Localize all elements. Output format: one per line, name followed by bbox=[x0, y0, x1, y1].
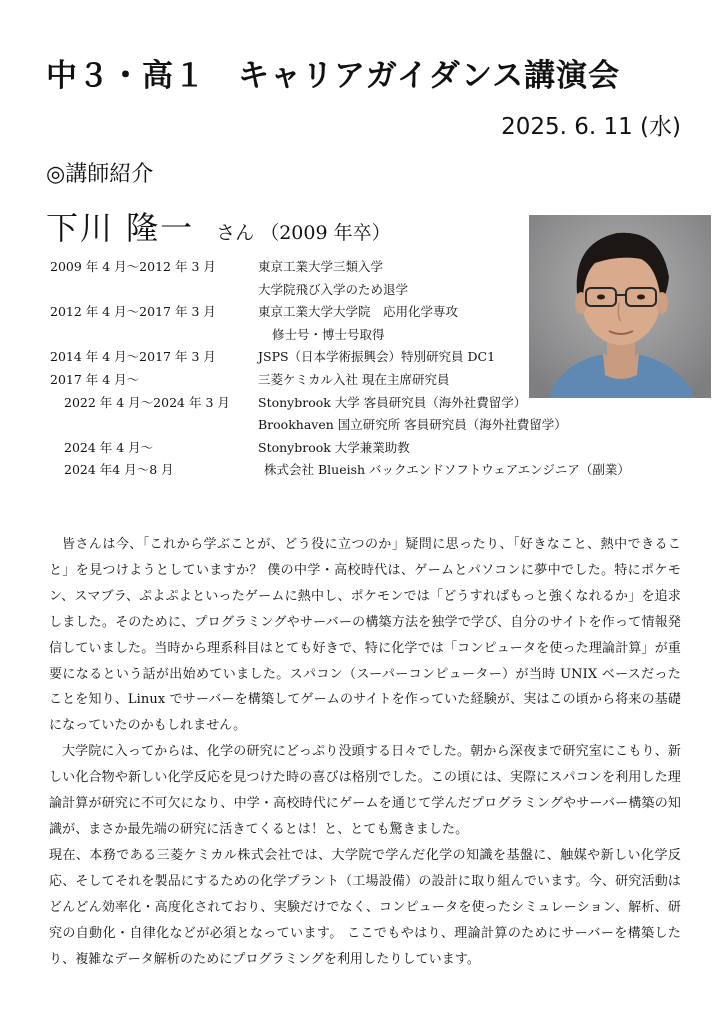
career-desc: Brookhaven 国立研究所 客員研究員（海外社費留学） bbox=[258, 417, 567, 433]
career-row bbox=[0, 256, 725, 279]
section-heading: ◎講師紹介 bbox=[46, 162, 154, 187]
career-date: 2012 年 4 月～2017 年 3 月 bbox=[50, 304, 216, 320]
career-date: 2014 年 4 月～2017 年 3 月 bbox=[50, 349, 216, 365]
career-row bbox=[0, 414, 725, 437]
career-row bbox=[0, 324, 725, 347]
speaker-name: 下川 隆一 bbox=[46, 209, 195, 247]
career-desc: 大学院飛び入学のため退学 bbox=[258, 281, 409, 297]
career-row bbox=[0, 301, 725, 324]
career-desc: Stonybrook 大学兼業助教 bbox=[258, 439, 410, 455]
career-row bbox=[0, 459, 725, 482]
career-desc: 修士号・博士号取得 bbox=[272, 326, 385, 342]
career-desc: Stonybrook 大学 客員研究員（海外社費留学） bbox=[258, 394, 527, 410]
career-desc: 株式会社 Blueish バックエンドソフトウェアエンジニア（副業） bbox=[264, 462, 630, 478]
career-row bbox=[0, 369, 725, 392]
career-list bbox=[0, 256, 725, 482]
event-date: 2025. 6. 11 (水) bbox=[501, 114, 681, 140]
career-date: 2017 年 4 月～ bbox=[50, 371, 140, 387]
career-row bbox=[0, 392, 725, 415]
speaker-name-row bbox=[46, 206, 391, 256]
essay-paragraph: 現在、本務である三菱ケミカル株式会社では、大学院で学んだ化学の知識を基盤に、触媒や新しい化学反応、そしてそれを製品にするための化学プラント（工場設備）の設計に取り組んでいます。今、研究活動はどんどん効率化・高度化されており、実験だけでなく、コンピュータを使ったシミュレーション、解析、研究の自動化・自律化などが必須となっています。 ここでもやはり、理論計算のためにサーバーを構築したり、複雑なデータ解析のためにプログラミングを利用したりしています。 bbox=[49, 847, 681, 967]
page-title: 中３・高１ キャリアガイダンス講演会 bbox=[46, 58, 621, 94]
career-row bbox=[0, 437, 725, 460]
career-desc: 東京工業大学三類入学 bbox=[258, 259, 384, 274]
career-date: 2022 年 4 月～2024 年 3 月 bbox=[64, 394, 230, 410]
essay-paragraph: 皆さんは今、「これから学ぶことが、どう役に立つのか」疑問に思ったり、「好きなこと、熱中できること」を見つけようとしていますか？ 僕の中学・高校時代は、ゲームとパソコンに夢中でした。特にポケモン、スマブラ、ぷよぷよといったゲームに熱中し、ポケモンでは「どうすればもっと強くなれるか」を追求しました。そのために、プログラミングやサーバーの構築方法を独学で学び、自分のサイトを作って情報発信していました。当時から理系科目はとても好きで、特に化学では「コンピュータを使った理論計算」が重要になるという話が出始めていました。スパコン（スーパーコンピューター）が当時 UNIX ベースだったことを知り、Linux でサーバーを構築してゲームのサイトを作っていた経験が、実はこの頃から将来の基礎になっていたのかもしれません。 bbox=[49, 537, 681, 734]
speaker-graduation-year: （2009 年卒） bbox=[260, 222, 391, 244]
career-row bbox=[0, 346, 725, 369]
career-desc: 三菱ケミカル入社 現在主席研究員 bbox=[258, 371, 450, 387]
career-desc: JSPS（日本学術振興会）特別研究員 DC1 bbox=[258, 349, 496, 365]
essay-paragraph: 大学院に入ってからは、化学の研究にどっぷり没頭する日々でした。朝から深夜まで研究室にこもり、新しい化合物や新しい化学反応を見つけた時の喜びは格別でした。この頃には、実際にスパコンを利用した理論計算が研究に不可欠になり、中学・高校時代にゲームを通じて学んだプログラミングやサーバー構築の知識が、まさか最先端の研究に活きてくるとは！と、とても驚きました。 bbox=[49, 744, 681, 837]
career-desc: 東京工業大学大学院 応用化学専攻 bbox=[258, 304, 459, 320]
career-row bbox=[0, 279, 725, 302]
career-date: 2024 年4 月～8 月 bbox=[64, 462, 174, 478]
career-date: 2009 年 4 月～2012 年 3 月 bbox=[50, 259, 216, 274]
speaker-honorific: さん bbox=[216, 222, 255, 244]
essay-body bbox=[49, 532, 681, 972]
career-date: 2024 年 4 月～ bbox=[64, 439, 154, 455]
